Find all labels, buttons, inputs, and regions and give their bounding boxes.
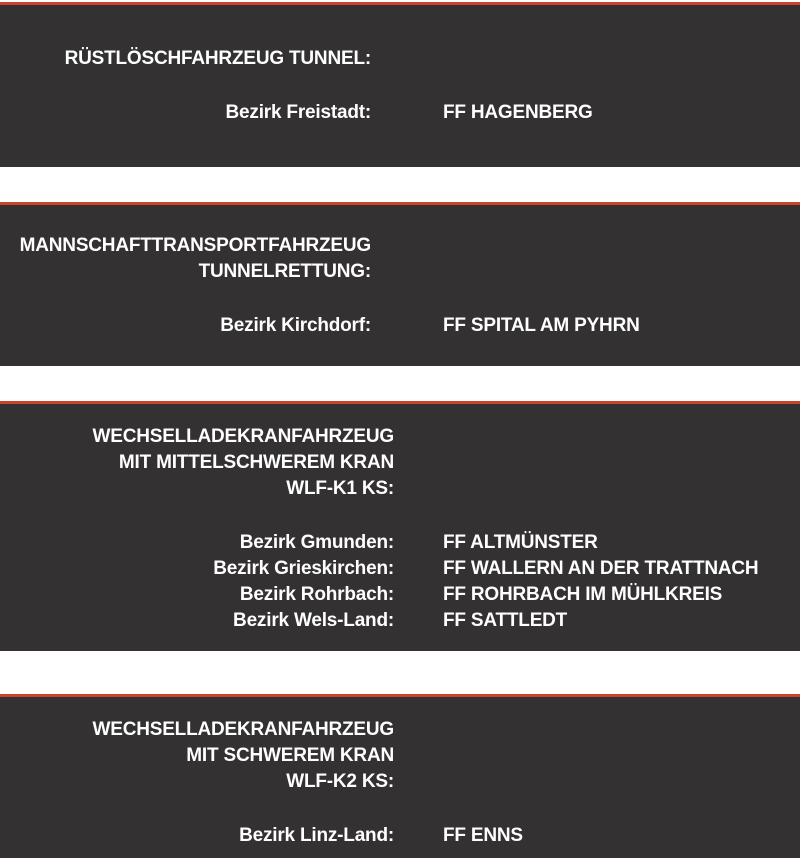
vehicle-title-line: RÜSTLÖSCHFAHRZEUG TUNNEL: <box>64 48 371 69</box>
vehicle-title-line: TUNNELRETTUNG: <box>198 261 371 282</box>
district-label: Bezirk Linz-Land: <box>239 825 394 846</box>
fire-brigade-name: FF SPITAL AM PYHRN <box>443 315 640 336</box>
district-label: Bezirk Grieskirchen: <box>213 558 394 579</box>
fire-brigade-name: FF SATTLEDT <box>443 610 568 631</box>
vehicle-title-line: WLF-K2 KS: <box>286 771 394 792</box>
district-label: Bezirk Rohrbach: <box>239 584 394 605</box>
vehicle-title-line: WECHSELLADEKRANFAHRZEUG <box>92 426 394 447</box>
vehicle-title-line: MIT SCHWEREM KRAN <box>186 745 394 766</box>
district-label: Bezirk Gmunden: <box>239 532 394 553</box>
district-label: Bezirk Freistadt: <box>225 102 371 123</box>
fire-brigade-name: FF WALLERN AN DER TRATTNACH <box>443 558 759 579</box>
vehicle-panel-ruestloeschfahrzeug-tunnel <box>0 2 800 167</box>
vehicle-panel-wlf-k2-ks <box>0 694 800 858</box>
district-label: Bezirk Wels-Land: <box>233 610 394 631</box>
vehicle-panel-mannschafttransportfahrzeug <box>0 202 800 366</box>
fire-brigade-name: FF HAGENBERG <box>443 102 593 123</box>
vehicle-panel-wlf-k1-ks <box>0 401 800 651</box>
fire-brigade-name: FF ENNS <box>443 825 523 846</box>
vehicle-title-line: MIT MITTELSCHWEREM KRAN <box>118 452 394 473</box>
vehicle-title-line: WLF-K1 KS: <box>286 478 394 499</box>
vehicle-title-line: MANNSCHAFTTRANSPORTFAHRZEUG <box>19 235 371 256</box>
vehicle-title-line: WECHSELLADEKRANFAHRZEUG <box>92 719 394 740</box>
district-label: Bezirk Kirchdorf: <box>220 315 371 336</box>
fire-brigade-name: FF ALTMÜNSTER <box>443 532 598 553</box>
fire-brigade-name: FF ROHRBACH IM MÜHLKREIS <box>443 584 723 605</box>
